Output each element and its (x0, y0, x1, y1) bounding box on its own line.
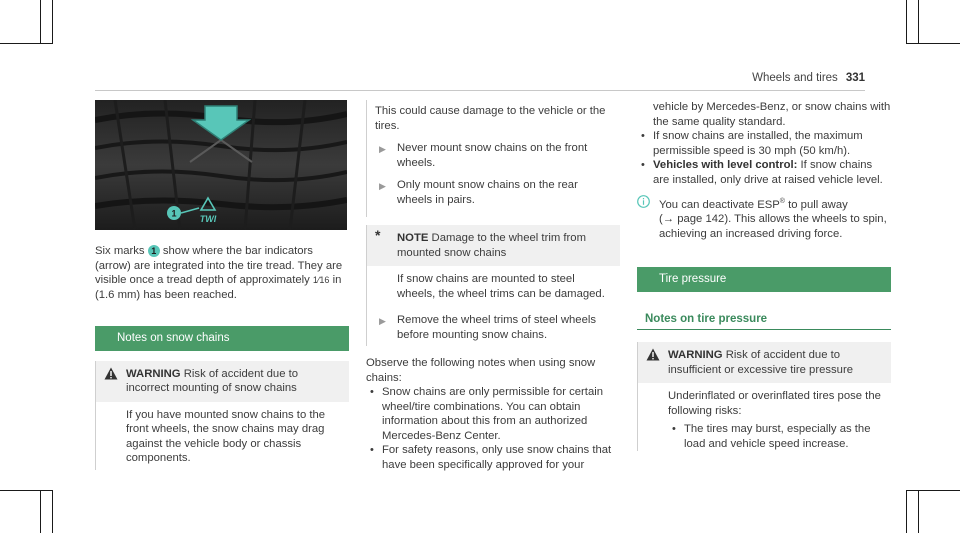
paragraph: vehicle by Mercedes-Benz, or snow chains with the same quality standard. (653, 101, 891, 128)
crop-mark (0, 43, 52, 44)
crop-mark (40, 490, 41, 533)
note-header (367, 225, 620, 266)
tire-tread-image (95, 100, 347, 230)
column-3 (637, 100, 891, 451)
level-control-label: Vehicles with level control: (653, 159, 798, 171)
warning-label: WARNING (668, 349, 723, 362)
caption-text: show where the bar indicators (arrow) are integrated into the tire tread. They are visible once a tread depth of approximately (95, 245, 343, 286)
warning-cont-text: This could cause damage to the vehicle or the tires. (375, 105, 606, 132)
warning-body: Underinflated or overinflated tires pose the following risks: (668, 390, 881, 417)
note-box (366, 225, 620, 346)
section-heading: Tire pressure (637, 267, 891, 292)
tire-tread-illustration (95, 100, 347, 230)
warning-box (95, 361, 349, 470)
header-title: Wheels and tires (752, 72, 838, 84)
bullet-list (638, 422, 891, 451)
caption-fraction: 1⁄16 (312, 275, 330, 285)
list-item: • For safety reasons, only use snow chains that have been specifically approved for your (370, 444, 612, 471)
note-text: Damage to the wheel trim from mounted snow chains (397, 232, 586, 259)
crop-mark (0, 490, 52, 491)
column-2 (366, 100, 620, 472)
crop-mark (918, 490, 919, 533)
list-item: • The tires may burst, especially as the load and vehicle speed increase. (672, 423, 871, 450)
warning-body: If you have mounted snow chains to the front wheels, the snow chains may drag against the vehicle body or chassis components. (126, 408, 326, 464)
note-label: NOTE (397, 232, 429, 244)
info-icon (637, 195, 650, 213)
list-item: ▶ Never mount snow chains on the front wheels. (379, 142, 588, 169)
arrow-right-icon: ▶ (379, 144, 386, 154)
warning-text: Risk of accident due to incorrect mounting of snow chains (126, 367, 299, 394)
caption-text: in (1.6 mm) has been reached. (95, 274, 342, 301)
bullet-list (637, 129, 891, 187)
crop-mark (906, 43, 960, 44)
warning-icon (104, 367, 118, 385)
page-number: 331 (845, 72, 865, 84)
list-item: • If snow chains are installed, the maximum permissible speed is 30 mph (50 km/h). (641, 130, 863, 157)
crop-mark (918, 0, 919, 44)
page-reference[interactable]: (→ page 142). This allows the wheels to spin, achieving an increased driving force. (659, 213, 887, 240)
warning-box (637, 342, 891, 451)
crop-mark (40, 0, 41, 44)
twi-label: TWI (199, 214, 217, 224)
list-item: ▶ Only mount snow chains on the rear wheels in pairs. (379, 179, 578, 206)
warning-header (96, 361, 349, 402)
arrow-right-icon: ▶ (379, 316, 386, 326)
list-item: ▶ Remove the wheel trims of steel wheels before mounting snow chains. (379, 314, 597, 341)
warning-label: WARNING (126, 367, 181, 380)
note-body: If snow chains are mounted to steel wheels, the wheel trims can be damaged. (397, 273, 605, 300)
callout-badge: 1 (148, 245, 160, 257)
crop-mark (906, 490, 907, 533)
image-caption (95, 244, 349, 302)
list-item: • Snow chains are only permissible for certain wheel/tire combinations. You can obtain information about this from an authorized Mercedes-Benz Center. (370, 386, 604, 442)
warning-continuation (366, 100, 620, 217)
warning-header (638, 342, 891, 383)
crop-mark (906, 0, 907, 44)
crop-mark (52, 490, 53, 533)
warning-text: Risk of accident due to insufficient or excessive tire pressure (668, 349, 854, 376)
paragraph: Observe the following notes when using snow chains: (366, 357, 596, 384)
sub-heading: Notes on tire pressure (637, 302, 891, 331)
crop-mark (52, 0, 53, 44)
callout-number: 1 (171, 208, 177, 219)
header-rule (95, 90, 865, 91)
crop-mark (906, 490, 960, 491)
warning-icon (646, 348, 660, 366)
column-1 (95, 100, 349, 470)
note-icon: * (375, 227, 381, 243)
page-header (752, 72, 865, 84)
info-note: You can deactivate ESP® to pull away (→ page 142). This allows the wheels to spin, achieving an increased driving force. (637, 195, 891, 241)
list-item: • Vehicles with level control: If snow chains are installed, only drive at raised vehicle level. (641, 159, 883, 186)
arrow-right-icon: ▶ (379, 181, 386, 191)
section-heading: Notes on snow chains (95, 326, 349, 351)
caption-text: Six marks (95, 245, 145, 257)
bullet-list (366, 385, 620, 472)
